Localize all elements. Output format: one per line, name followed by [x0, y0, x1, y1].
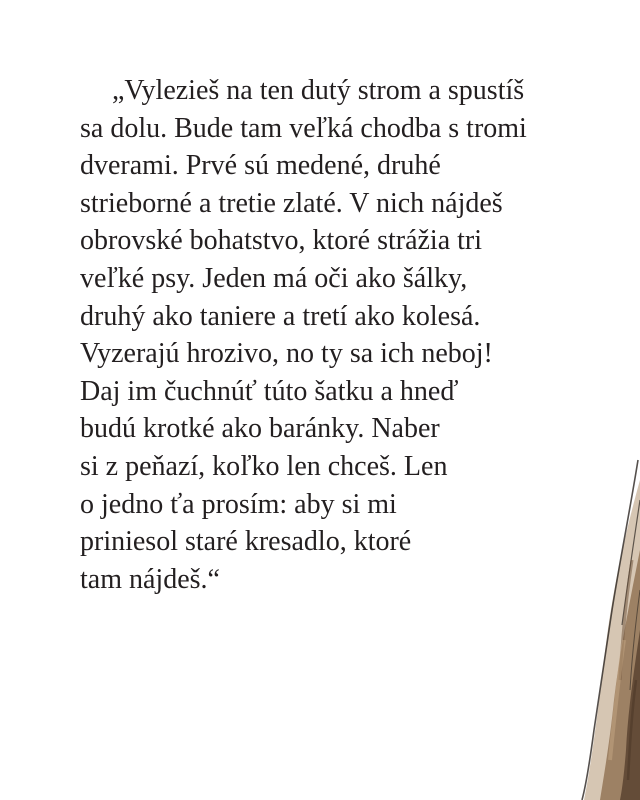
- text-line: sa dolu. Bude tam veľká chodba s tromi: [80, 112, 527, 144]
- text-line: o jedno ťa prosím: aby si mi: [80, 488, 397, 520]
- text-line: veľké psy. Jeden má oči ako šálky,: [80, 262, 468, 294]
- text-line: Daj im čuchnúť túto šatku a hneď: [80, 375, 459, 407]
- text-line: priniesol staré kresadlo, ktoré: [80, 526, 412, 558]
- text-line: Vyzerajú hrozivo, no ty sa ich neboj!: [80, 338, 493, 370]
- text-line: strieborné a tretie zlaté. V nich nájdeš: [80, 187, 503, 219]
- text-line: dverami. Prvé sú medené, druhé: [80, 150, 441, 182]
- text-line: budú krotké ako baránky. Naber: [80, 413, 440, 445]
- text-line: „Vylezieš na ten dutý strom a spustíš: [112, 75, 525, 106]
- text-line: tam nájdeš.“: [80, 563, 220, 595]
- text-line: si z peňazí, koľko len chceš. Len: [80, 450, 448, 482]
- text-line: druhý ako taniere a tretí ako kolesá.: [80, 300, 481, 332]
- text-line: obrovské bohatstvo, ktoré strážia tri: [80, 225, 483, 257]
- story-paragraph: [80, 72, 620, 598]
- brush-stroke-tree-illustration: [540, 440, 640, 800]
